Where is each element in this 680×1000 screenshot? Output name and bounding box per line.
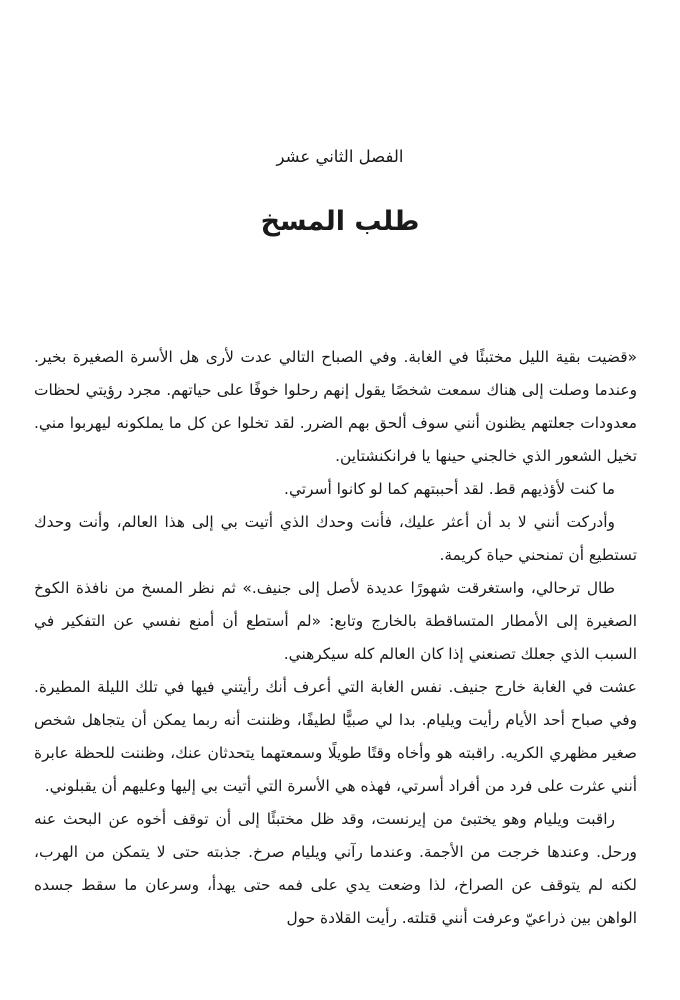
chapter-body [34, 341, 637, 935]
paragraph: طال ترحالي، واستغرقت شهورًا عديدة لأصل إلى جنيف.» ثم نظر المسخ من نافذة الكوخ الصغيرة إلى الأمطار المتساقطة بالخارج وتابع: «لم أستطع أن أمنع نفسي عن التفكير في السبب الذي جعلك تصنعني إذا كان العالم كله سيكرهني. [34, 579, 637, 663]
paragraph: عشت في الغابة خارج جنيف. نفس الغابة التي أعرف أنك رأيتني فيها في تلك الليلة المطيرة. وفي صباح أحد الأيام رأيت ويليام. بدا لي صبيًّا لطيفًا، وظننت أنه ربما يمكن أن يتجاهل شخص صغير مظهري الكريه. راقبته هو وأخاه وقتًا طويلًا وسمعتهما يتحدثان عنك، وظننت للحظة عابرة أنني عثرت على فرد من أفراد أسرتي، فهذه هي الأسرة التي أتيت بي إليها وعليهم أن يقبلوني. [34, 678, 637, 795]
paragraph: راقبت ويليام وهو يختبئ من إيرنست، وقد ظل مختبئًا إلى أن توقف أخوه عن البحث عنه ورحل. وعندها خرجت من الأجمة. وعندما رآني ويليام صرخ. جذبته حتى لا يتمكن من الهرب، لكنه لم يتوقف عن الصراخ، لذا وضعت يدي على فمه حتى يهدأ، وسرعان ما سقط جسده الواهن بين ذراعيّ وعرفت أنني قتلته. رأيت القلادة حول [34, 810, 637, 927]
paragraph: وأدركت أنني لا بد أن أعثر عليك، فأنت وحدك الذي أتيت بي إلى هذا العالم، وأنت وحدك تستطيع أن تمنحني حياة كريمة. [34, 513, 637, 564]
paragraph: «قضيت بقية الليل مختبئًا في الغابة. وفي الصباح التالي عدت لأرى هل الأسرة الصغيرة بخير. وعندما وصلت إلى هناك سمعت شخصًا يقول إنهم رحلوا خوفًا على حياتهم. مجرد رؤيتي لحظات معدودات جعلتهم يظنون أنني سوف ألحق بهم الضرر. لقد تخلوا عن كل ما يملكونه ليهربوا مني. تخيل الشعور الذي خالجني حينها يا فرانكنشتاين. [34, 348, 637, 465]
chapter-number: الفصل الثاني عشر [276, 147, 404, 166]
paragraph: ما كنت لأؤذيهم قط. لقد أحببتهم كما لو كانوا أسرتي. [284, 480, 615, 498]
chapter-title: طلب المسخ [260, 206, 420, 237]
